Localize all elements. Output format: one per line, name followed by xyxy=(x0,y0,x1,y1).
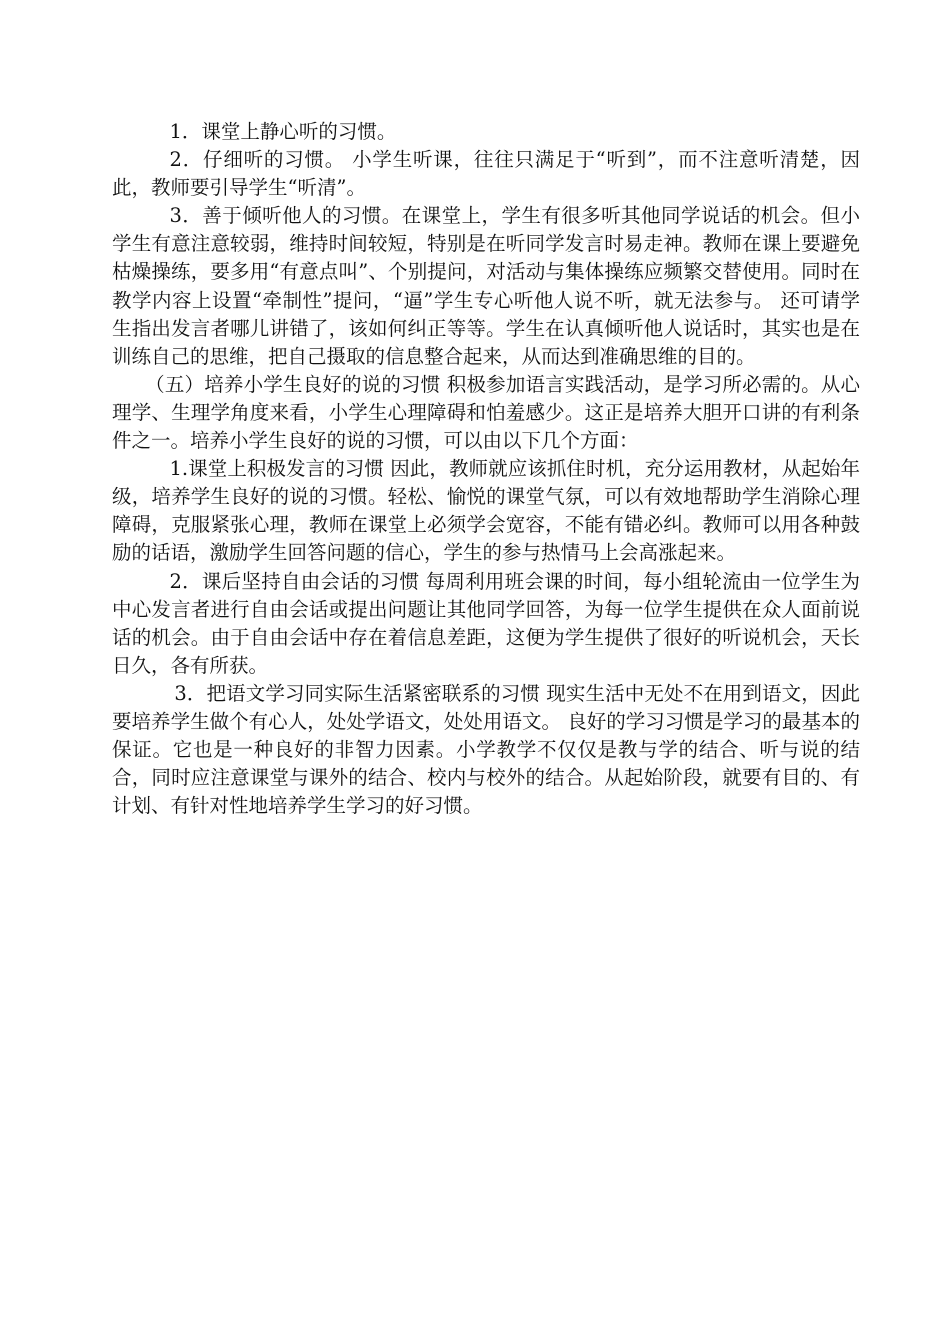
paragraph-listen-to-others: 3．善于倾听他人的习惯。在课堂上，学生有很多听其他同学说话的机会。但小学生有意注意较弱，维持时间较短，特别是在听同学发言时易走神。教师在课上要避免枯燥操练，要多用“有意点叫”、个别提问，对活动与集体操练应频繁交替使用。同时在教学内容上设置“牵制性”提问，“逼”学生专心听他人说不听，就无法参与。 还可请学生指出发言者哪儿讲错了，该如何纠正等等。学生在认真倾听他人说话时，其实也是在训练自己的思维，把自己摄取的信息整合起来，从而达到准确思维的目的。 xyxy=(112,204,860,368)
paragraph-language-and-life: 3．把语文学习同实际生活紧密联系的习惯 现实生活中无处不在用到语文，因此要培养学生做个有心人，处处学语文，处处用语文。 良好的学习习惯是学习的最基本的保证。它也是一种良好的非智力因素。小学教学不仅仅是教与学的结合、听与说的结合，同时应注意课堂与课外的结合、校内与校外的结合。从起始阶段，就要有目的、有计划、有针对性地培养学生学习的好习惯。 xyxy=(112,681,860,818)
paragraph-listen-carefully: 2．仔细听的习惯。 小学生听课，往往只满足于“听到”，而不注意听清楚，因此，教师要引导学生“听清”。 xyxy=(112,148,860,200)
paragraph-free-conversation: 2．课后坚持自由会话的习惯 每周利用班会课的时间，每小组轮流由一位学生为中心发言者进行自由会话或提出问题让其他同学回答，为每一位学生提供在众人面前说话的机会。由于自由会话中存在着信息差距，这便为学生提供了很好的听说机会，天长日久，各有所获。 xyxy=(112,569,860,677)
paragraph-listen-quietly: 1．课堂上静心听的习惯。 xyxy=(169,120,397,143)
paragraph-section-five-speaking: （五）培养小学生良好的说的习惯 积极参加语言实践活动，是学习所必需的。从心理学、生理学角度来看，小学生心理障碍和怕羞感少。这正是培养大胆开口讲的有利条件之一。培养小学生良好的说的习惯，可以由以下几个方面： xyxy=(112,372,860,453)
paragraph-speak-in-class: 1.课堂上积极发言的习惯 因此，教师就应该抓住时机，充分运用教材，从起始年级，培养学生良好的说的习惯。轻松、愉悦的课堂气氛，可以有效地帮助学生消除心理障碍，克服紧张心理，教师在课堂上必须学会宽容，不能有错必纠。教师可以用各种鼓励的话语，激励学生回答问题的信心，学生的参与热情马上会高涨起来。 xyxy=(112,457,860,565)
document-page xyxy=(112,118,860,820)
